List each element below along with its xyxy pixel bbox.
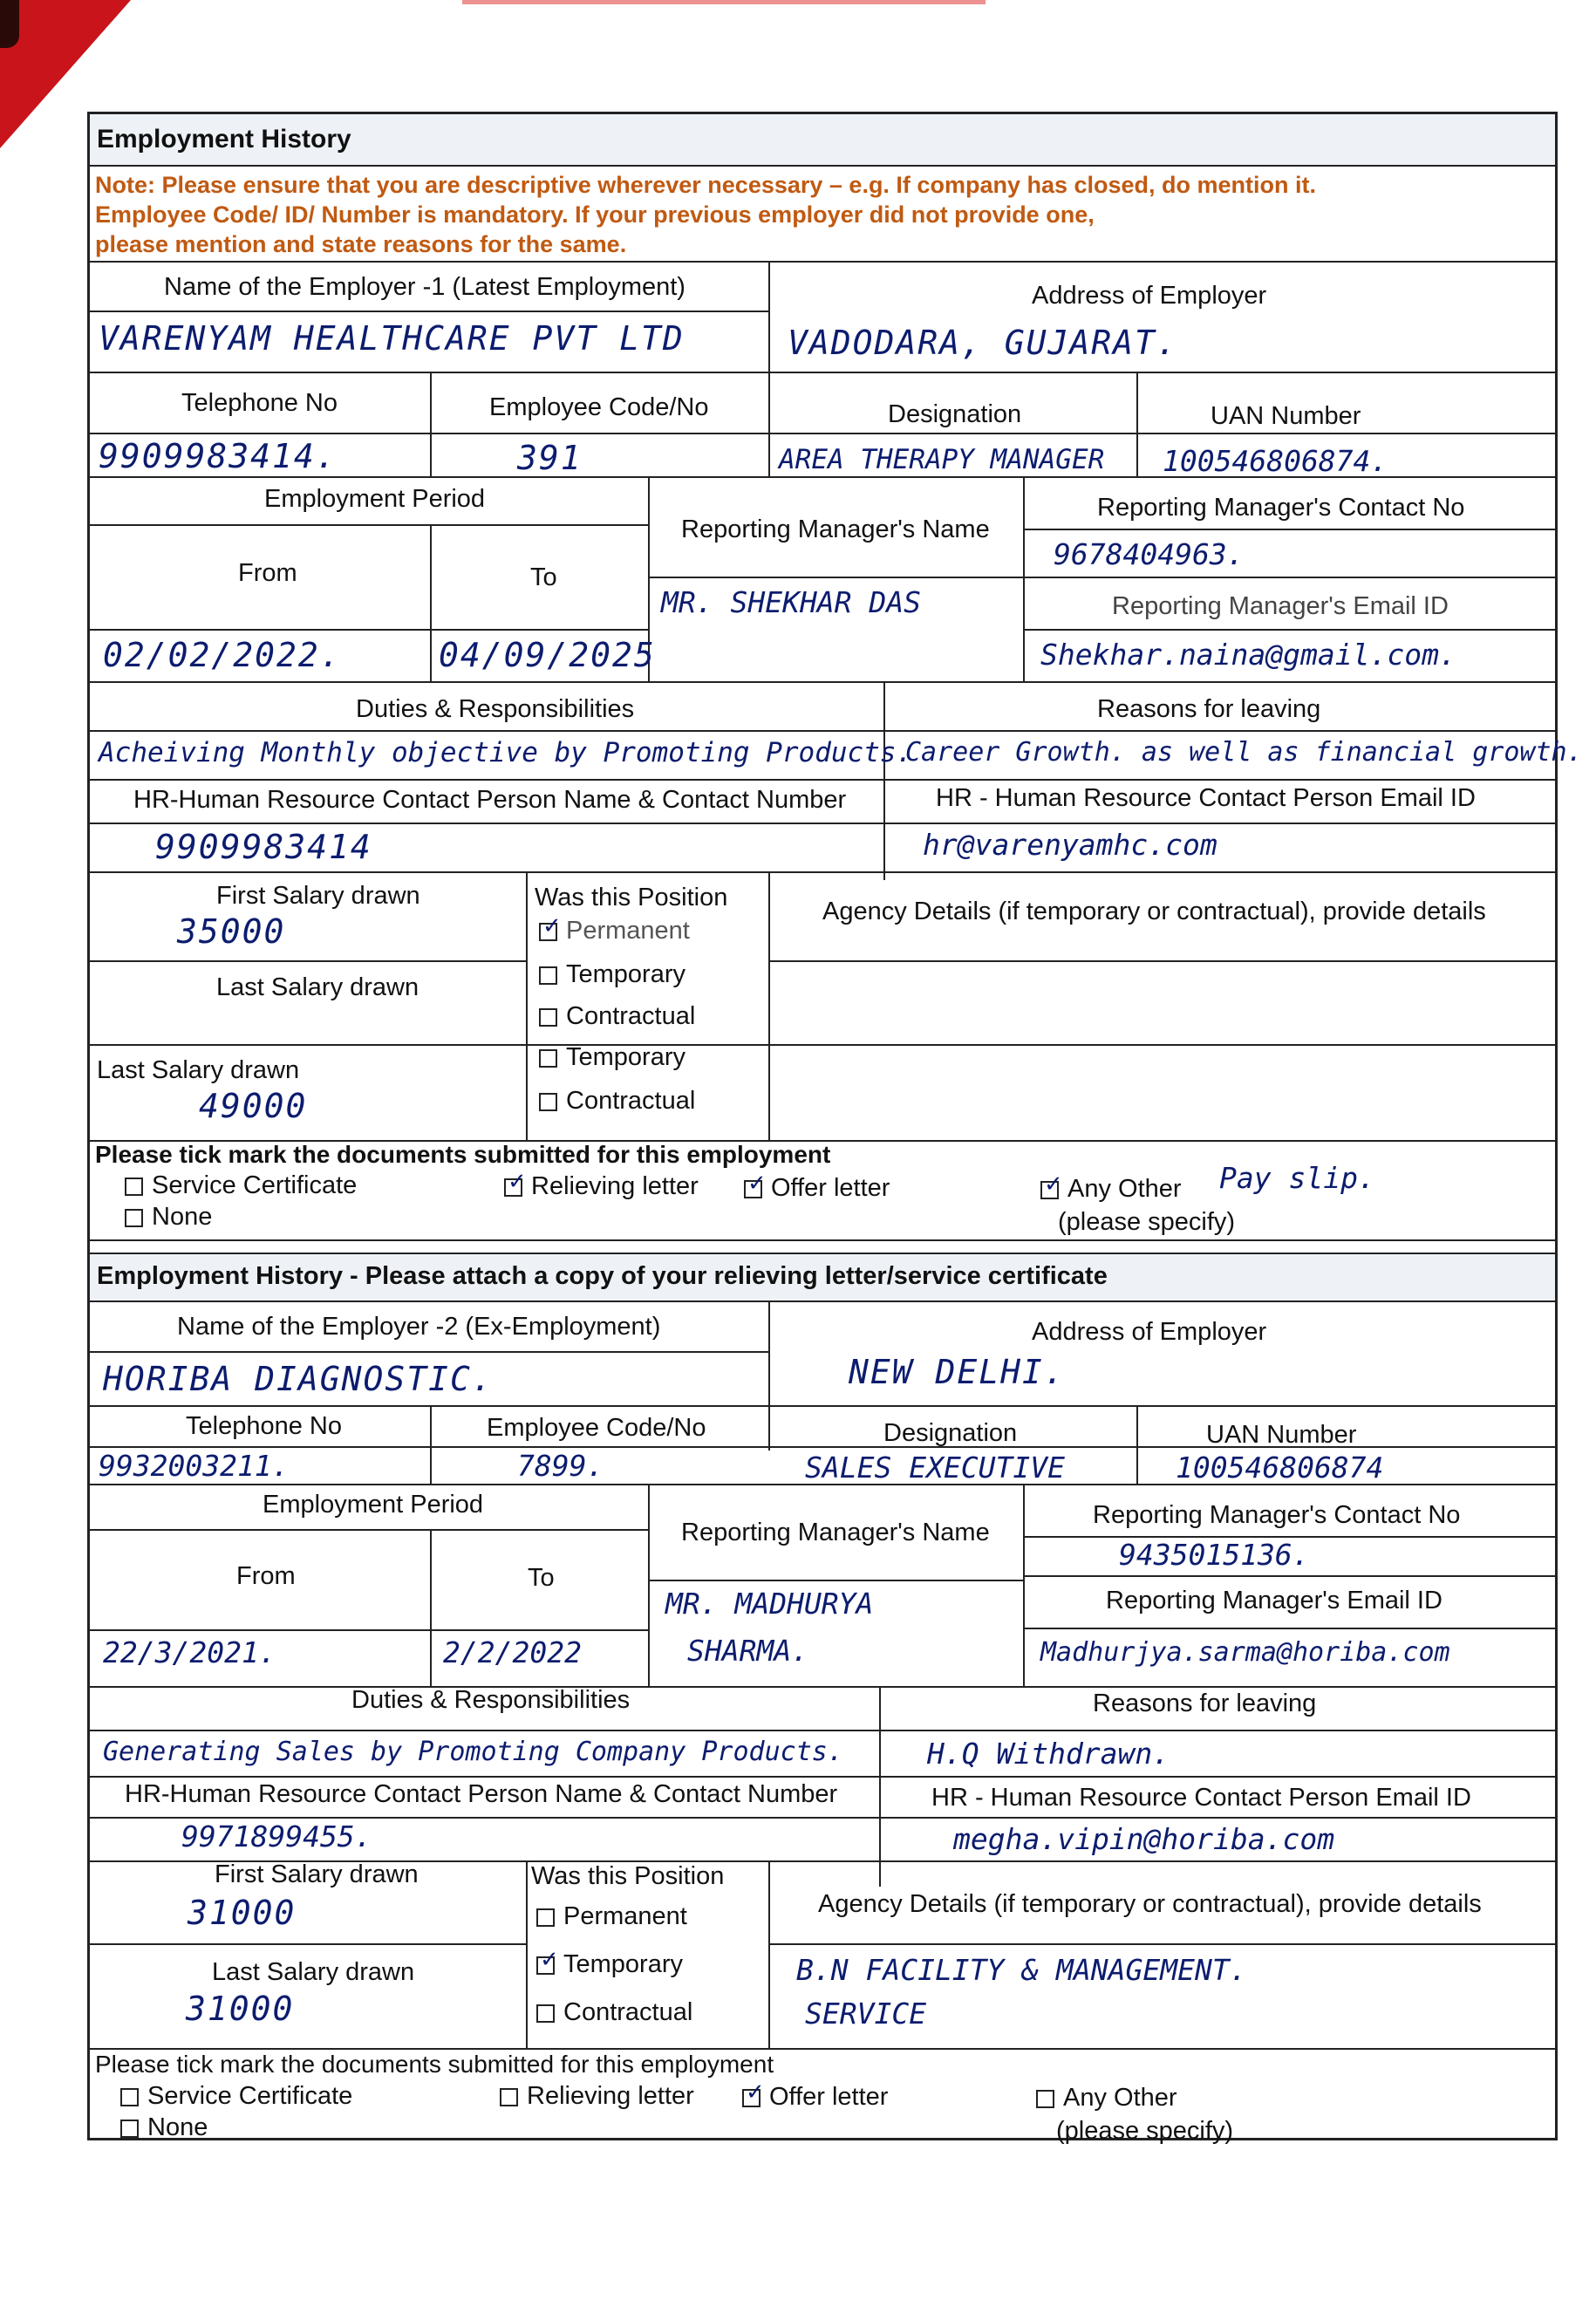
- dark-corner-mark: [0, 0, 19, 48]
- employer1-duties-value: Acheiving Monthly objective by Promoting Products.: [99, 737, 913, 768]
- employer1-reasons-label: Reasons for leaving: [1097, 695, 1321, 723]
- employer1-address-value: VADODARA, GUJARAT.: [788, 324, 1178, 362]
- employer1-last-salary-value: 49000: [199, 1087, 308, 1125]
- employer2-code-value: 7899.: [517, 1449, 604, 1483]
- employer1-to-value: 04/09/2025: [439, 636, 656, 674]
- employer1-any-other-option[interactable]: [1040, 1175, 1182, 1204]
- employer2-temporary-option[interactable]: [536, 1950, 683, 1979]
- none-label: None: [147, 2113, 208, 2141]
- employer1-manager-contact-label: Reporting Manager's Contact No: [1097, 494, 1465, 522]
- employer1-service-cert-option[interactable]: [125, 1171, 357, 1200]
- employer2-agency-label: Agency Details (if temporary or contractual), provide details: [818, 1890, 1482, 1918]
- employer1-hr-email-value: hr@varenyamhc.com: [923, 828, 1217, 862]
- employer1-contractual-option[interactable]: [539, 1002, 695, 1031]
- employer2-period-label: Employment Period: [263, 1491, 484, 1519]
- employer2-reasons-value: H.Q Withdrawn.: [927, 1737, 1170, 1771]
- employer1-relieving-option[interactable]: [504, 1172, 699, 1201]
- checkbox-checked-icon: [742, 2089, 760, 2107]
- employer1-hr-contact-label: HR-Human Resource Contact Person Name & Contact Number: [133, 786, 847, 814]
- employer1-to-label: To: [530, 563, 557, 591]
- employer1-first-salary-label: First Salary drawn: [216, 882, 420, 910]
- employer2-manager-email-label: Reporting Manager's Email ID: [1106, 1587, 1443, 1614]
- employer2-address-value: NEW DELHI.: [849, 1353, 1066, 1391]
- employer2-from-label: From: [236, 1562, 296, 1590]
- employer2-reasons-label: Reasons for leaving: [1093, 1690, 1317, 1717]
- employer1-designation-value: AREA THERAPY MANAGER: [779, 444, 1105, 475]
- relieving-label: Relieving letter: [531, 1172, 699, 1200]
- employer2-none-option[interactable]: [120, 2113, 208, 2142]
- employer2-offer-option[interactable]: [742, 2083, 888, 2112]
- employer1-was-position-label: Was this Position: [535, 884, 728, 911]
- employer2-hr-contact-value: 9971899455.: [181, 1819, 372, 1853]
- employer2-designation-label: Designation: [883, 1419, 1018, 1447]
- temporary-label: Temporary: [566, 960, 685, 988]
- employer1-hr-email-label: HR - Human Resource Contact Person Email ID: [936, 784, 1476, 812]
- employer2-duties-value: Generating Sales by Promoting Company Products.: [103, 1737, 843, 1767]
- note-line-1: Note: Please ensure that you are descriptive wherever necessary – e.g. If company has closed, do mention it.: [95, 172, 1317, 198]
- employer2-hr-email-label: HR - Human Resource Contact Person Email ID: [931, 1784, 1471, 1812]
- employer2-contractual-option[interactable]: [536, 1998, 692, 2027]
- employer2-uan-label: UAN Number: [1206, 1421, 1357, 1449]
- employer1-reasons-value: Career Growth. as well as financial growth.: [905, 737, 1583, 768]
- employer1-period-label: Employment Period: [264, 485, 486, 513]
- employer2-name-label: Name of the Employer -2 (Ex-Employment): [177, 1313, 661, 1341]
- employer1-please-specify: (please specify): [1058, 1208, 1236, 1236]
- checkbox-checked-icon: [504, 1178, 522, 1197]
- employer1-name-label: Name of the Employer -1 (Latest Employment): [164, 273, 685, 301]
- permanent-label: Permanent: [566, 917, 690, 945]
- none-label: None: [152, 1203, 213, 1231]
- employer1-duties-label: Duties & Responsibilities: [356, 695, 635, 723]
- employer1-agency-label: Agency Details (if temporary or contractual), provide details: [822, 898, 1486, 925]
- employer1-uan-label: UAN Number: [1211, 402, 1361, 430]
- checkbox-checked-icon: [539, 923, 557, 941]
- checkbox-icon: [125, 1178, 143, 1196]
- section1-title: Employment History: [97, 125, 351, 154]
- employer2-relieving-option[interactable]: [500, 2082, 694, 2111]
- employer1-uan-value: 100546806874.: [1163, 444, 1388, 478]
- employer1-from-value: 02/02/2022.: [103, 636, 342, 674]
- employer2-code-label: Employee Code/No: [487, 1414, 706, 1442]
- checkbox-icon: [536, 2004, 555, 2023]
- offer-label: Offer letter: [771, 1174, 890, 1202]
- employer2-hr-email-value: megha.vipin@horiba.com: [953, 1822, 1335, 1856]
- checkbox-icon: [120, 2120, 139, 2138]
- employer1-contractual-option-2[interactable]: [539, 1087, 695, 1116]
- checkbox-icon: [536, 1908, 555, 1927]
- employer1-offer-option[interactable]: [744, 1174, 890, 1203]
- employer1-last-salary-label-2: Last Salary drawn: [97, 1056, 300, 1084]
- service-cert-label: Service Certificate: [152, 1171, 358, 1199]
- employer2-manager-name-value-1: MR. MADHURYA: [665, 1587, 874, 1621]
- employer1-manager-email-value: Shekhar.naina@gmail.com.: [1040, 638, 1456, 672]
- employer2-duties-label: Duties & Responsibilities: [351, 1686, 631, 1714]
- checkbox-icon: [539, 1008, 557, 1027]
- note-line-2: Employee Code/ ID/ Number is mandatory. If your previous employer did not provide one,: [95, 201, 1095, 228]
- employer2-manager-contact-label: Reporting Manager's Contact No: [1093, 1501, 1461, 1529]
- employer1-manager-name-value: MR. SHEKHAR DAS: [661, 585, 922, 619]
- contractual-label: Contractual: [563, 1998, 693, 2026]
- employer2-telephone-value: 9932003211.: [99, 1449, 290, 1483]
- employer2-hr-contact-label: HR-Human Resource Contact Person Name & Contact Number: [125, 1780, 838, 1808]
- temporary-label: Temporary: [563, 1950, 683, 1978]
- employer1-permanent-option[interactable]: [539, 917, 690, 945]
- checkbox-icon: [500, 2088, 518, 2106]
- relieving-label: Relieving letter: [527, 2082, 694, 2110]
- temporary-label: Temporary: [566, 1043, 685, 1071]
- contractual-label: Contractual: [566, 1087, 696, 1115]
- note-line-3: please mention and state reasons for the same.: [95, 231, 627, 257]
- employer1-code-label: Employee Code/No: [489, 393, 709, 421]
- employer2-uan-value: 100546806874: [1176, 1451, 1384, 1485]
- employer2-to-label: To: [528, 1564, 555, 1592]
- employer2-manager-name-value-2: SHARMA.: [687, 1634, 809, 1668]
- top-edge-mark: [462, 0, 986, 4]
- checkbox-icon: [539, 1049, 557, 1068]
- employer1-temporary-option-2[interactable]: [539, 1043, 685, 1072]
- employer2-please-specify: (please specify): [1056, 2117, 1234, 2145]
- employer2-any-other-option[interactable]: [1036, 2084, 1177, 2113]
- section2-title: Employment History - Please attach a copy of your relieving letter/service certificate: [97, 1262, 1108, 1290]
- employer1-code-value: 391: [517, 439, 583, 477]
- employer2-agency-value-1: B.N FACILITY & MANAGEMENT.: [796, 1953, 1247, 1987]
- employer2-manager-name-label: Reporting Manager's Name: [681, 1519, 990, 1546]
- employer1-manager-email-label: Reporting Manager's Email ID: [1112, 592, 1449, 620]
- employer2-agency-value-2: SERVICE: [805, 1997, 927, 2031]
- employer1-tick-docs-label: Please tick mark the documents submitted for this employment: [95, 1141, 831, 1168]
- employer2-to-value: 2/2/2022: [443, 1635, 582, 1669]
- checkbox-icon: [125, 1209, 143, 1227]
- employer1-last-salary-label-1: Last Salary drawn: [216, 973, 419, 1001]
- employer2-last-salary-value: 31000: [186, 1990, 295, 2028]
- checkbox-icon: [1036, 2090, 1054, 2108]
- employer1-telephone-label: Telephone No: [181, 389, 338, 417]
- any-other-label: Any Other: [1063, 2084, 1177, 2112]
- employer2-first-salary-value: 31000: [188, 1894, 297, 1932]
- employment-history-form: [87, 112, 1583, 2145]
- checkbox-icon: [539, 966, 557, 985]
- employer1-first-salary-value: 35000: [177, 912, 286, 951]
- employer2-designation-value: SALES EXECUTIVE: [805, 1451, 1066, 1485]
- employer2-address-label: Address of Employer: [1032, 1318, 1267, 1346]
- checkbox-icon: [539, 1093, 557, 1111]
- employer1-temporary-option[interactable]: [539, 960, 685, 989]
- permanent-label: Permanent: [563, 1902, 687, 1930]
- contractual-label: Contractual: [566, 1002, 696, 1030]
- service-cert-label: Service Certificate: [147, 2082, 353, 2110]
- employer2-was-position-label: Was this Position: [531, 1862, 725, 1890]
- employer1-manager-contact-value: 9678404963.: [1054, 537, 1245, 571]
- offer-label: Offer letter: [769, 2083, 889, 2111]
- employer2-manager-contact-value: 9435015136.: [1119, 1538, 1310, 1572]
- employer1-none-option[interactable]: [125, 1203, 212, 1232]
- employer1-name-value: VARENYAM HEALTHCARE PVT LTD: [99, 319, 685, 358]
- employer2-service-cert-option[interactable]: [120, 2082, 352, 2111]
- employer2-first-salary-label: First Salary drawn: [215, 1860, 419, 1888]
- employer1-any-other-value: Pay slip.: [1219, 1161, 1375, 1195]
- employer2-tick-docs-label: Please tick mark the documents submitted for this employment: [95, 2051, 774, 2078]
- employer1-manager-name-label: Reporting Manager's Name: [681, 515, 990, 543]
- employer1-telephone-value: 9909983414.: [99, 437, 338, 475]
- employer1-hr-contact-value: 9909983414: [155, 828, 372, 866]
- checkbox-icon: [120, 2088, 139, 2106]
- employer2-telephone-label: Telephone No: [186, 1412, 342, 1440]
- employer1-designation-label: Designation: [888, 400, 1022, 428]
- any-other-label: Any Other: [1067, 1175, 1182, 1203]
- employer2-from-value: 22/3/2021.: [103, 1635, 276, 1669]
- checkbox-checked-icon: [1040, 1181, 1059, 1199]
- checkbox-checked-icon: [744, 1180, 762, 1198]
- employer1-from-label: From: [238, 559, 297, 587]
- employer2-last-salary-label: Last Salary drawn: [212, 1958, 415, 1986]
- checkbox-checked-icon: [536, 1956, 555, 1975]
- employer2-manager-email-value: Madhurjya.sarma@horiba.com: [1040, 1637, 1450, 1668]
- employer1-address-label: Address of Employer: [1032, 282, 1267, 310]
- employer2-permanent-option[interactable]: [536, 1902, 687, 1931]
- employer2-name-value: HORIBA DIAGNOSTIC.: [103, 1360, 494, 1398]
